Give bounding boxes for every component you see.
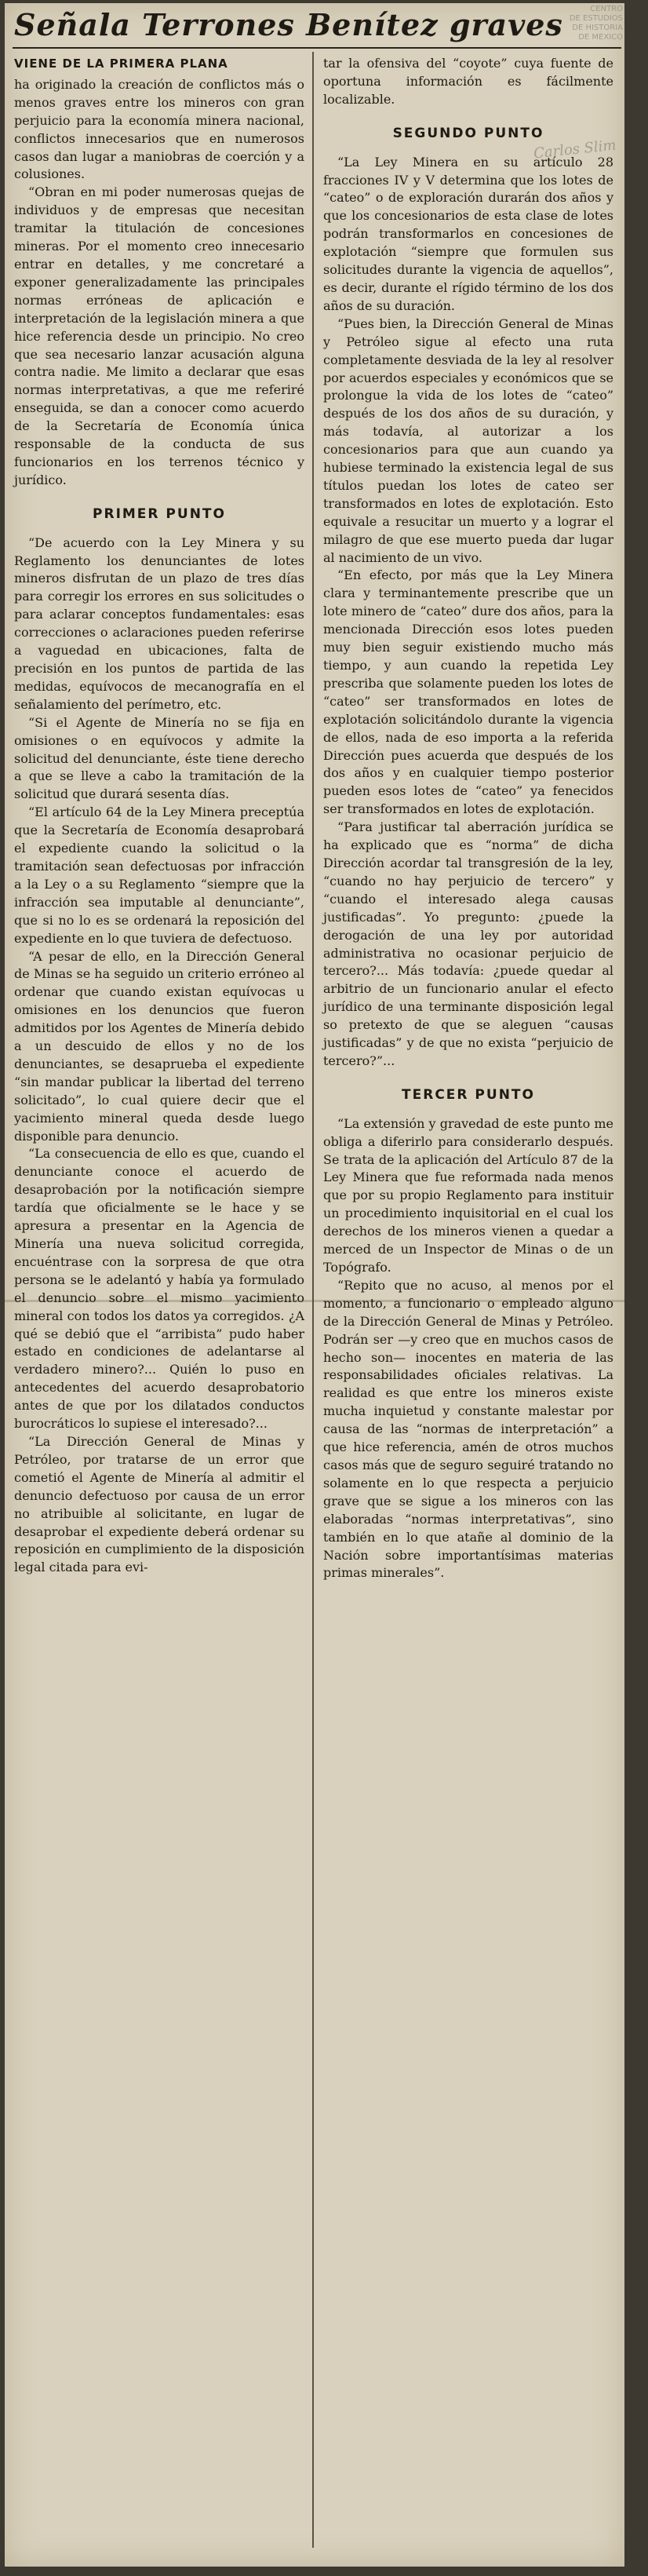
stamp-line: DE ESTUDIOS bbox=[569, 14, 623, 23]
paragraph: ha originado la creación de conflictos más o menos graves entre los mineros con gran perjuicio para la economía minera nacional, conflictos innecesarios que en numerosos casos dan lugar a maniobras de coerción y a colusiones. bbox=[14, 76, 304, 182]
paragraph: “La Ley Minera en su artículo 28 fracciones IV y V determina que los lotes de “cateo” o de exploración durarán dos años y que los concesionarios de esta clase de lotes podrán transformarlos en concesiones de explotación “siempre que formulen sus solicitudes durante la vigencia de aquellos”, es decir, durante el rígido término de los dos años de su duración. bbox=[323, 154, 613, 313]
paragraph: “Pues bien, la Dirección General de Minas y Petróleo sigue al efecto una ruta completamente desviada de la ley al resolver por acuerdos especiales y económicos que se prolongue la vida de los lotes de “cateo” después de los dos años de su duración, y más todavía, al autorizar a los concesionarios para que aun cuando ya hubiese terminado la existencia legal de sus títulos puedan los lotes de cateo ser transformados en lotes de explotación. Esto equivale a resucitar un muerto y a lograr el milagro de que ese muerto pueda dar lugar al nacimiento de un vivo. bbox=[323, 316, 613, 565]
paragraph: “Si el Agente de Minería no se fija en omisiones o en equívocos y admite la solicitud del denunciante, éste tiene derecho a que se lleve a cabo la tramitación de la solicitud que durará sesenta días. bbox=[14, 714, 304, 802]
stamp-line: CENTRO bbox=[590, 5, 623, 13]
paragraph: “A pesar de ello, en la Dirección General de Minas se ha seguido un criterio erróneo al ordenar que cuando existan equívocas u omisiones en los denuncios que fueron admitidos por los Agentes de Minería debido a un descuido de ellos y no de los denunciantes, se desaprueba el expediente “sin mandar publicar la libertad del terreno solicitado”, lo cual quiere decir que el yacimiento mineral queda desde luego disponible para denuncio. bbox=[14, 948, 304, 1144]
stamp-line: DE HISTORIA bbox=[572, 24, 623, 32]
column-divider bbox=[312, 52, 314, 2548]
stamp-line: DE MEXICO bbox=[578, 33, 623, 42]
handwritten-signature: Carlos Slim bbox=[533, 137, 617, 162]
newspaper-clipping bbox=[5, 3, 624, 2567]
paragraph: “En efecto, por más que la Ley Minera clara y terminantemente prescribe que un lote minero de “cateo” dure dos años, para la mencionada Dirección esos lotes pueden muy bien seguir existiendo mucho más tiempo, y aun cuando la repetida Ley prescriba que solamente pueden los lotes de “cateo” ser transformados en lotes de explotación solicitándolo durante la vigencia de ellos, nada de eso importa a la referida Dirección pues acuerda que después de los dos años y en cualquier tiempo posterior pueden esos lotes de “cateo” ya fenecidos ser transformados en lotes de explotación. bbox=[323, 567, 613, 817]
paragraph: “El artículo 64 de la Ley Minera preceptúa que la Secretaría de Economía desaprobará el expediente cuando la solicitud o la tramitación sean defectuosas por infracción a la Ley o a su Reglamento “siempre que la infracción sea imputable al denunciante”, que si no lo es se ordenará la reposición del expediente en lo que tuviera de defectuoso. bbox=[14, 805, 304, 946]
section-heading: PRIMER PUNTO bbox=[93, 505, 226, 522]
paragraph: “La extensión y gravedad de este punto me obliga a diferirlo para considerarlo después. Se trata de la aplicación del Artículo 87 de la Ley Minera que fue reformada nada menos que por su propio Reglamento para instituir un procedimiento inquisitorial en el cual los derechos de los mineros vienen a quedar a merced de un Inspector de Minas o de un Topógrafo. bbox=[323, 1115, 613, 1275]
headline: Señala Terrones Benítez graves bbox=[14, 7, 563, 42]
paragraph: “De acuerdo con la Ley Minera y su Reglamento los denunciantes de lotes mineros disfrutan de un plazo de tres días para corregir los errores en sus solicitudes o para aclarar conceptos fundamentales: esas correcciones o aclaraciones pueden referirse a vaguedad en ubicaciones, falta de precisión en los puntos de partida de las medidas, equívocos de mecanografía en el señalamiento del perímetro, etc. bbox=[14, 535, 304, 712]
paragraph: “Repito que no acuso, al menos por el momento, a funcionario o empleado alguno de la Dirección General de Minas y Petróleo. Podrán ser —y creo que en muchos casos de hecho son— inocentes en materia de las responsabilidades oficiales relativas. La realidad es que entre los mineros existe mucha inquietud y constante malestar por causa de las “normas de interpretación” a que hice referencia, amén de otros muchos casos más que de seguro seguiré tratando no solamente en lo que respecta a perjuicio grave que se sigue a los mineros con las elaboradas “normas interpretativas”, sino también en lo que atañe al dominio de la Nación sobre importantísimas materias primas minerales”. bbox=[323, 1277, 613, 1581]
right-column bbox=[323, 55, 613, 1582]
paragraph: “La consecuencia de ello es que, cuando el denunciante conoce el acuerdo de desaprobación por la notificación siempre tardía que oficialmente se le hace y se apresura a presentar en la Agencia de Minería una nueva solicitud corregida, encuéntrase con la sorpresa de que otra persona se le adelantó y había ya formulado el denuncio sobre el mismo yacimiento mineral con todos los datos ya corregidos. ¿A qué se debió que el “arribista” pudo haber estado en condiciones de adelantarse al verdadero minero?... Quién lo puso en antecedentes del acuerdo desaprobatorio antes de que por los dilatados conductos burocráticos lo supiese el interesado?... bbox=[14, 1146, 304, 1432]
paragraph: “Para justificar tal aberración jurídica se ha explicado que es “norma” de dicha Dirección acordar tal transgresión de la ley, “cuando no hay perjuicio de tercero” y “cuando el interesado alega causas justificadas”. Yo pregunto: ¿puede la derogación de una ley por autoridad administrativa no ocasionar perjuicio de tercero?... Más todavía: ¿puede quedar al arbitrio de un funcionario anular el efecto jurídico de una terminante disposición legal so pretexto de que se aleguen “causas justificadas” y de que no exista “perjuicio de tercero?”... bbox=[323, 819, 613, 1068]
continued-from-label: VIENE DE LA PRIMERA PLANA bbox=[14, 57, 228, 71]
archive-stamp bbox=[529, 5, 623, 42]
section-heading: SEGUNDO PUNTO bbox=[392, 125, 544, 141]
paragraph: “La Dirección General de Minas y Petróleo, por tratarse de un error que cometió el Agente de Minería al admitir el denuncio defectuoso por causa de un error no atribuible al solicitante, en lugar de desaprobar el expediente deberá ordenar su reposición en cumplimiento de la disposición legal citada para evi- bbox=[14, 1433, 304, 1575]
left-column bbox=[14, 55, 304, 1577]
paragraph: tar la ofensiva del “coyote” cuya fuente de oportuna información es fácilmente localizable. bbox=[323, 56, 613, 107]
section-heading: TERCER PUNTO bbox=[402, 1086, 535, 1103]
headline-rule bbox=[13, 47, 621, 49]
paragraph: “Obran en mi poder numerosas quejas de individuos y de empresas que necesitan tramitar la titulación de concesiones mineras. Por el momento creo innecesario entrar en detalles, y me concretaré a exponer generalizadamente las principales normas erróneas de aplicación e interpretación de la legislación minera a que hice referencia desde un principio. No creo que sea necesario lanzar acusación alguna contra nadie. Me limito a declarar que esas normas interpretativas, a que me referiré enseguida, se dan a conocer como acuerdo de la Secretaría de Economía única responsable de la conducta de sus funcionarios en los terrenos técnico y jurídico. bbox=[14, 184, 304, 487]
